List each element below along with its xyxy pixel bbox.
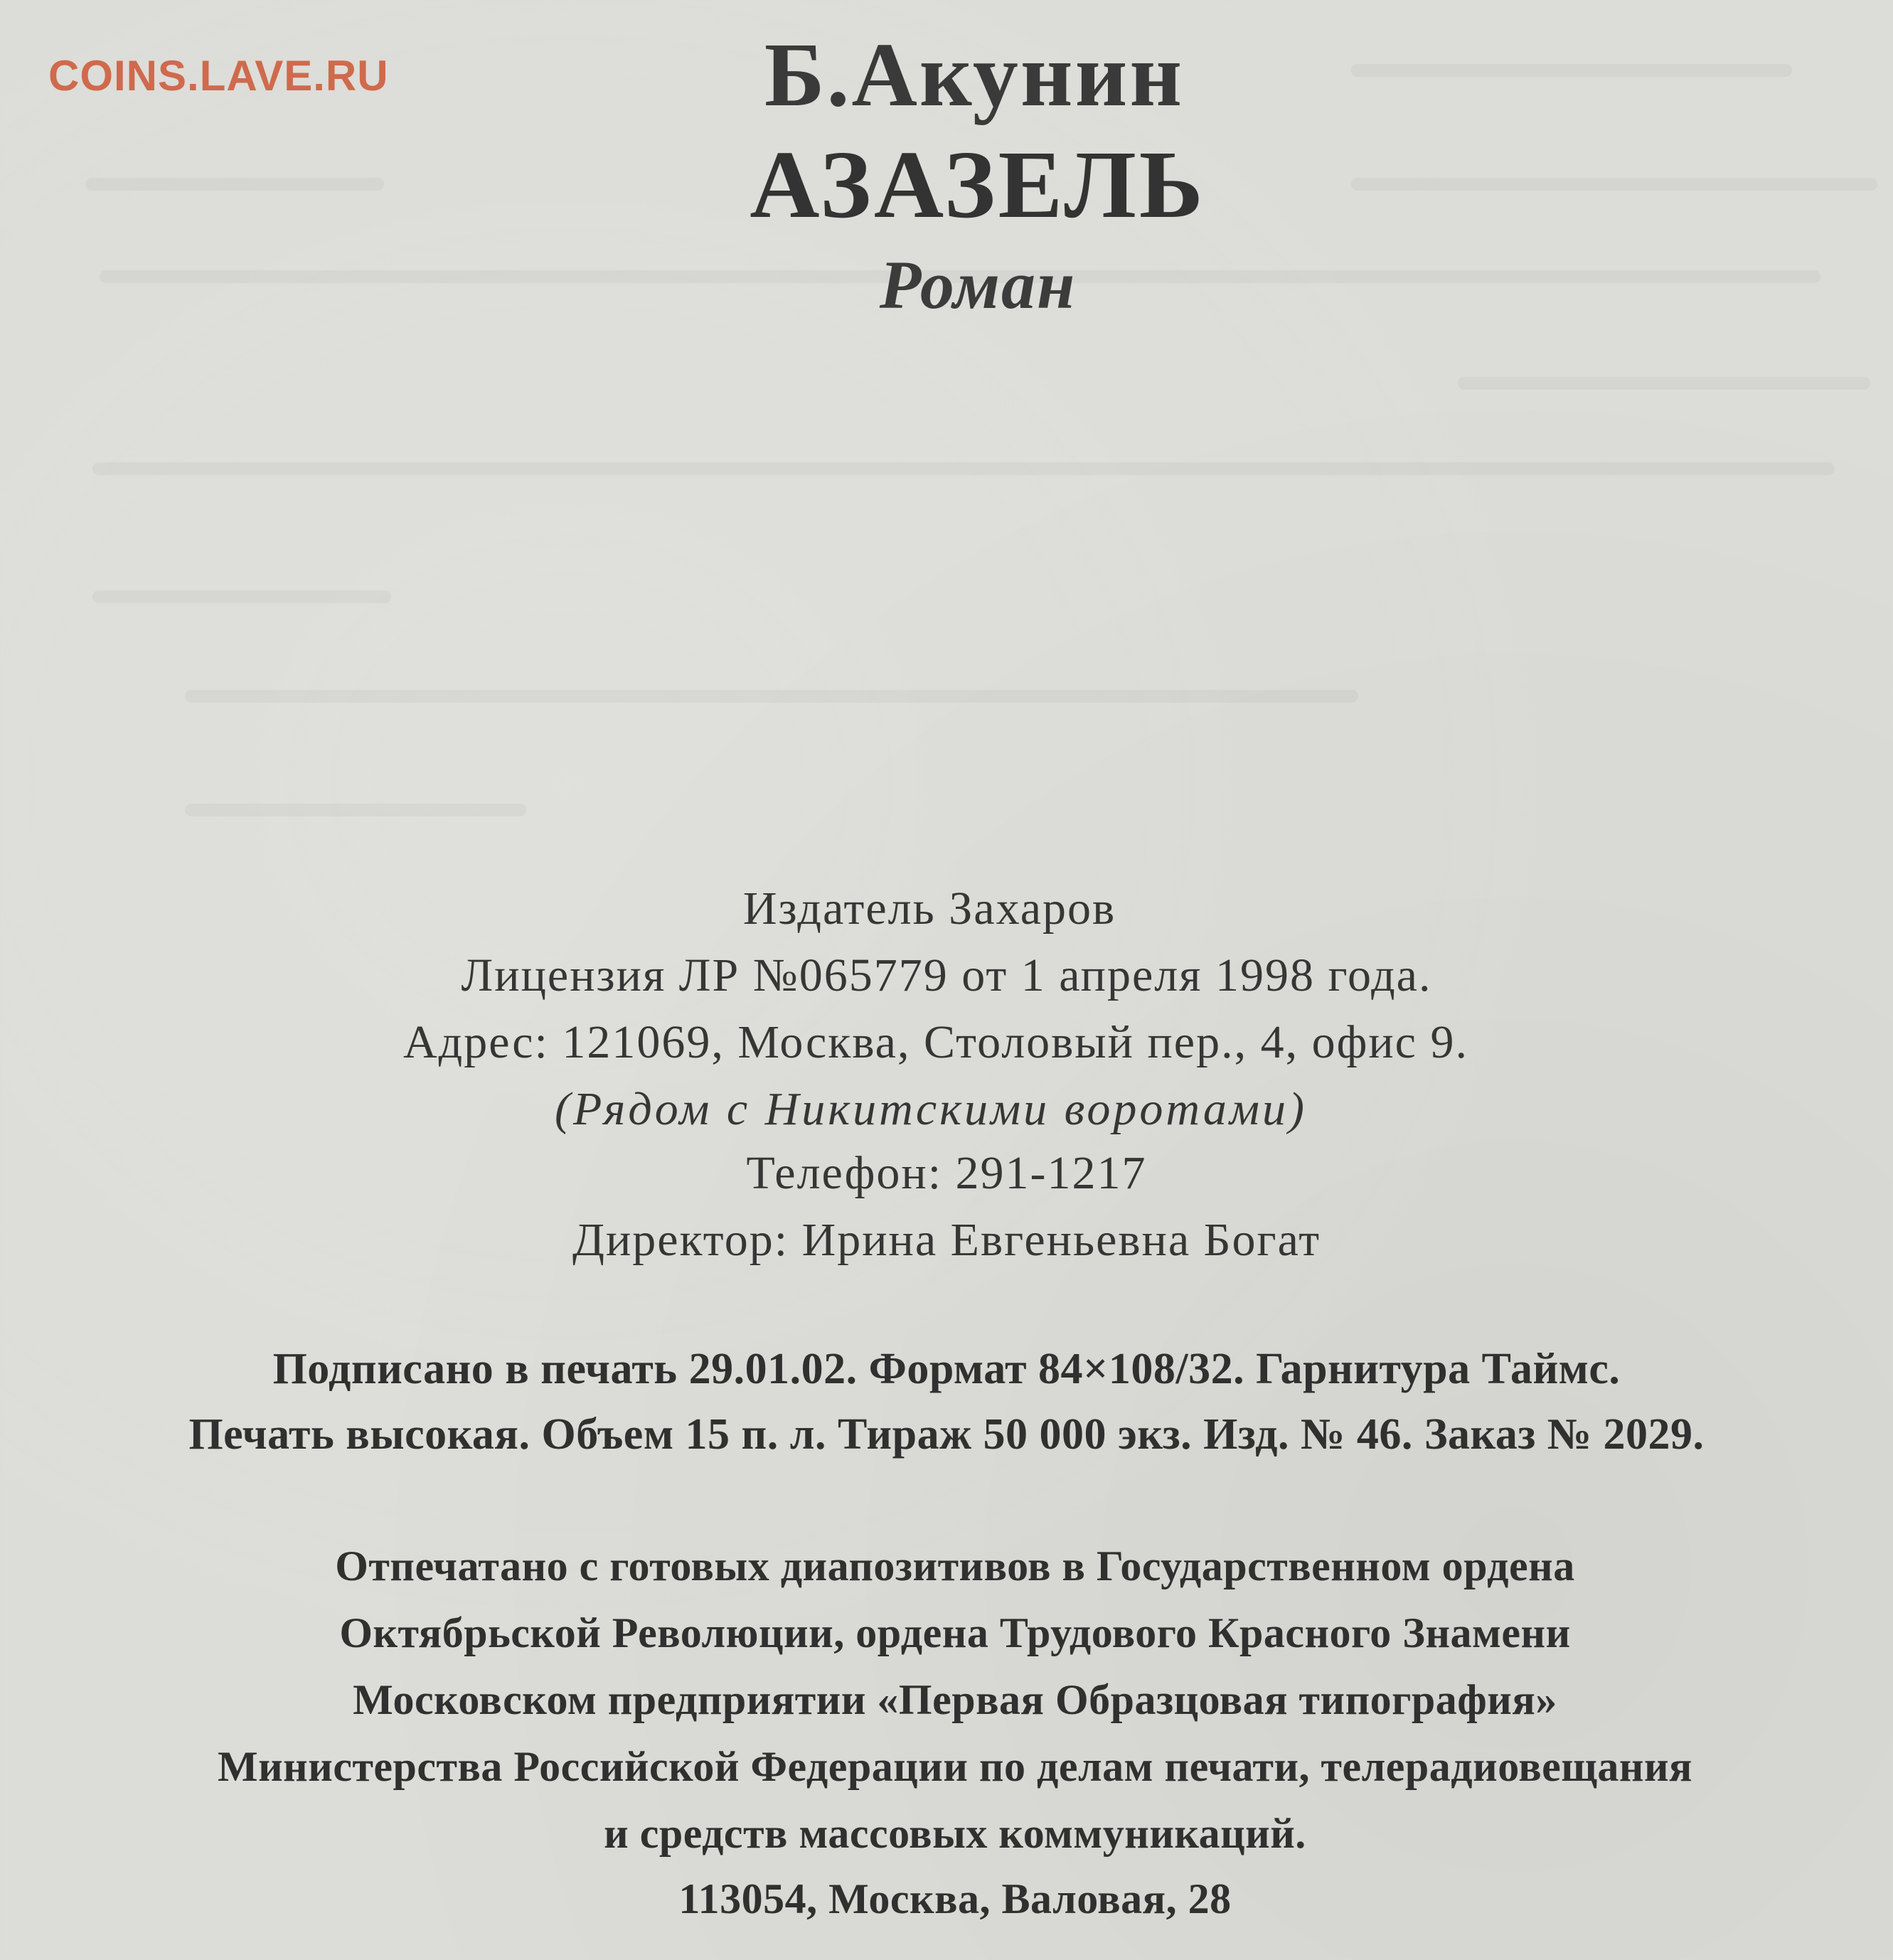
publisher-name: Издатель Захаров (742, 883, 1116, 934)
bleed-through-line (185, 804, 526, 816)
bleed-through-line (1458, 377, 1870, 390)
print-data-line-1: Подписано в печать 29.01.02. Формат 84×108/32. Гарнитура Таймс. (272, 1345, 1621, 1393)
book-title: АЗАЗЕЛЬ (750, 132, 1206, 238)
bleed-through-line (92, 462, 1835, 475)
printing-house-line-2: Октябрьской Революции, ордена Трудового Красного Знамени (339, 1609, 1571, 1656)
publisher-landmark: (Рядом с Никитскими воротами) (555, 1083, 1307, 1135)
book-author: Б.Акунин (764, 24, 1185, 125)
bleed-through-line (185, 690, 1358, 703)
printing-house-line-3: Московском предприятии «Первая Образцовая типография» (353, 1676, 1557, 1723)
watermark-label: COINS.LAVE.RU (48, 52, 389, 100)
bleed-through-line (92, 590, 391, 603)
publisher-license: Лицензия ЛР №065779 от 1 апреля 1998 года. (461, 949, 1432, 1001)
printing-house-line-5: и средств массовых коммуникаций. (604, 1810, 1306, 1857)
print-data-line-2: Печать высокая. Объем 15 п. л. Тираж 50 000 экз. Изд. № 46. Заказ № 2029. (188, 1410, 1705, 1459)
publisher-phone: Телефон: 291-1217 (746, 1147, 1147, 1199)
printing-house-line-1: Отпечатано с готовых диапозитивов в Государственном ордена (335, 1543, 1575, 1589)
publisher-director: Директор: Ирина Евгеньевна Богат (572, 1214, 1321, 1266)
printing-house-address: 113054, Москва, Валовая, 28 (678, 1875, 1232, 1922)
book-genre: Роман (879, 247, 1077, 323)
publisher-address: Адрес: 121069, Москва, Столовый пер., 4, офис 9. (403, 1016, 1468, 1068)
printing-house-line-4: Министерства Российской Федерации по делам печати, телерадиовещания (217, 1743, 1693, 1790)
